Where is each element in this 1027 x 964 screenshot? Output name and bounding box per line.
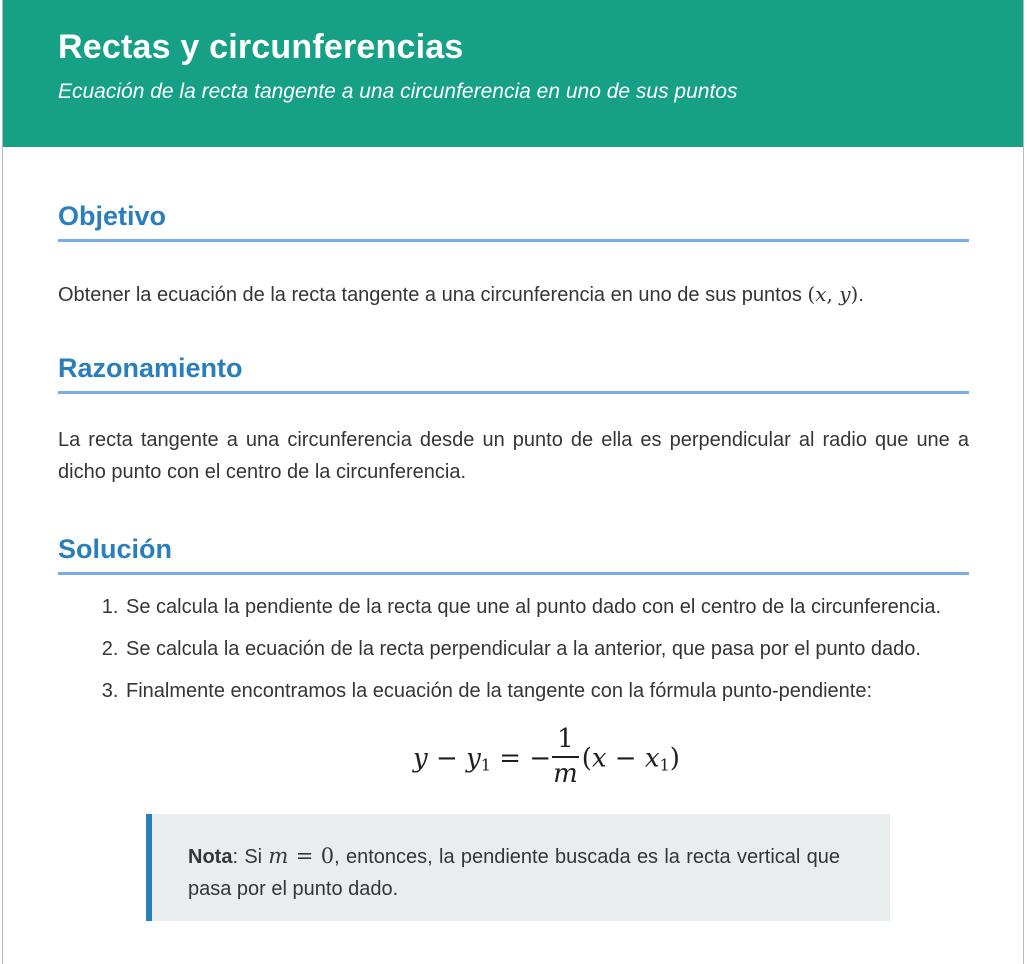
- section-objetivo: [58, 201, 969, 311]
- objetivo-period: .: [858, 284, 864, 306]
- note-inline-math: [268, 844, 334, 868]
- section-razonamiento: [58, 353, 969, 488]
- objetivo-text: Obtener la ecuación de la recta tangente a una circunferencia en uno de sus puntos: [58, 284, 808, 306]
- formula-y: y: [413, 743, 428, 774]
- inline-math-point: [807, 282, 858, 306]
- note-math-m: m: [268, 844, 289, 869]
- note-separator: :: [232, 846, 245, 869]
- math-comma: ,: [826, 282, 840, 306]
- formula-x1-sub: 1: [659, 755, 670, 775]
- solution-step-1: 1. Se calcula la pendiente de la recta que une al punto dado con el centro de la circunferencia.: [124, 591, 969, 623]
- formula-negative-sign: −: [529, 743, 552, 774]
- heading-solucion: Solución: [58, 534, 969, 575]
- note-box: [146, 814, 890, 921]
- solution-step-2: 2. Se calcula la ecuación de la recta perpendicular a la anterior, que pasa por el punto dado.: [124, 633, 969, 665]
- heading-razonamiento: Razonamiento: [58, 353, 969, 394]
- formula-minus: −: [427, 743, 467, 774]
- math-paren-open: (: [807, 282, 816, 306]
- page-title: Rectas y circunferencias: [58, 28, 464, 66]
- formula-paren-close: ): [669, 743, 680, 774]
- note-text-after: , entonces, la pendiente buscada es la recta vertical que pasa por el punto dado.: [188, 846, 840, 901]
- math-var-y: y: [839, 282, 851, 306]
- note-text-before: Si: [244, 846, 269, 869]
- document-card: [2, 0, 1024, 964]
- formula-paren-open: (: [581, 743, 592, 774]
- formula-y1-sub: 1: [480, 755, 492, 775]
- document-body: [3, 201, 1023, 921]
- paragraph-razonamiento: La recta tangente a una circunferencia desde un punto de ella es perpendicular al radio que une a dicho punto con el centro de la circunferencia.: [58, 429, 969, 483]
- note-math-equals-zero: = 0: [288, 844, 335, 869]
- heading-objetivo: Objetivo: [58, 201, 969, 242]
- page-subtitle: Ecuación de la recta tangente a una circunferencia en uno de sus puntos: [58, 80, 738, 103]
- math-var-x: x: [815, 282, 827, 306]
- formula-x1-base: x: [644, 743, 660, 774]
- section-solucion: [58, 534, 969, 921]
- solution-step-3: 3. Finalmente encontramos la ecuación de la tangente con la fórmula punto-pendiente:: [124, 675, 969, 707]
- paragraph-objetivo: [58, 278, 969, 311]
- fraction-denominator: m: [553, 758, 578, 789]
- note-label: Nota: [188, 846, 233, 869]
- page-header: [3, 0, 1023, 147]
- formula-minus-2: −: [606, 743, 645, 774]
- formula-equals: =: [491, 743, 530, 774]
- solution-steps-list: [58, 591, 969, 707]
- point-slope-formula: [124, 717, 969, 804]
- math-paren-close: ): [850, 282, 859, 306]
- formula-x: x: [591, 743, 607, 774]
- fraction-numerator: 1: [557, 724, 574, 754]
- formula-fraction: [552, 725, 579, 788]
- formula-y1-base: y: [466, 743, 481, 774]
